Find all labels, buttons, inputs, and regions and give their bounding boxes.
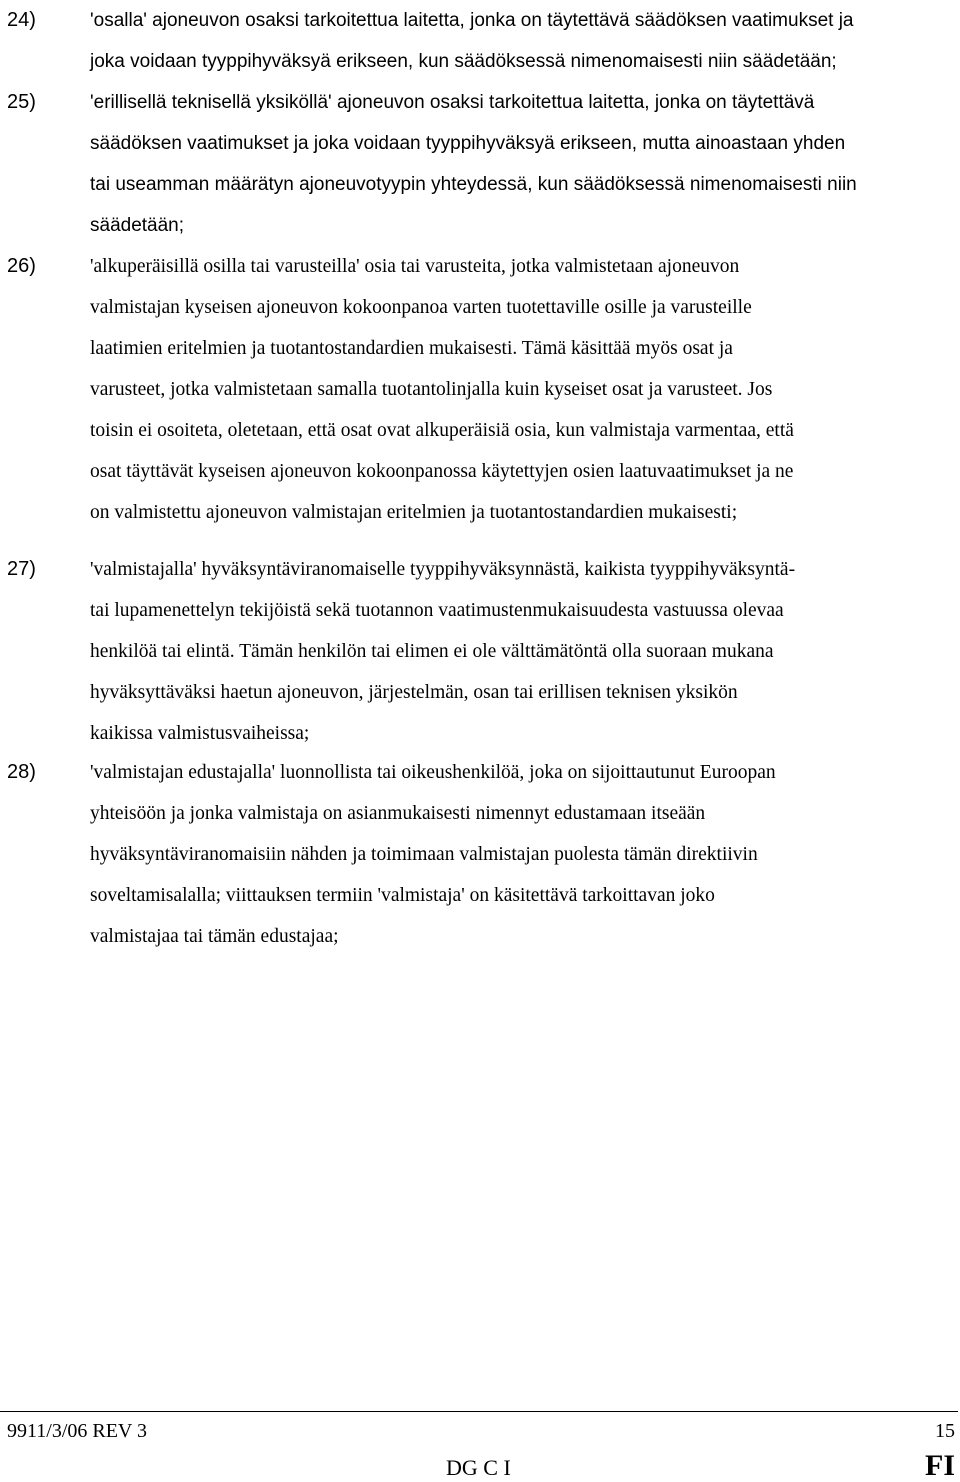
item-text (90, 0, 950, 82)
text-line: osat täyttävät kyseisen ajoneuvon kokoonpanossa käytettyjen osien laatuvaatimukset ja ne (90, 461, 794, 482)
item-number: 26) (7, 255, 36, 277)
item-text (90, 752, 950, 957)
item-number: 27) (7, 558, 36, 580)
page-number: 15 (935, 1420, 955, 1442)
text-line: säädetään; (90, 215, 185, 236)
text-line: 'valmistajan edustajalla' luonnollista tai oikeushenkilöä, joka on sijoittautunut Euroopan (90, 762, 776, 783)
text-line: henkilöä tai elintä. Tämän henkilön tai elimen ei ole välttämätöntä olla suoraan mukana (90, 641, 774, 662)
text-line: 'erillisellä teknisellä yksiköllä' ajoneuvon osaksi tarkoitettua laitetta, jonka on täytettävä (90, 92, 815, 113)
item-text (90, 246, 950, 533)
text-line: on valmistettu ajoneuvon valmistajan eritelmien ja tuotantostandardien mukaisesti; (90, 502, 738, 523)
item-number: 24) (7, 9, 36, 31)
text-line: 'alkuperäisillä osilla tai varusteilla' osia tai varusteita, jotka valmistetaan ajoneuvon (90, 256, 740, 277)
text-line: hyväksyntäviranomaisiin nähden ja toimimaan valmistajan puolesta tämän direktiivin (90, 844, 758, 865)
text-line: joka voidaan tyyppihyväksyä erikseen, kun säädöksessä nimenomaisesti niin säädetään; (90, 51, 837, 72)
text-line: valmistajaa tai tämän edustajaa; (90, 926, 339, 947)
text-line: hyväksyttäväksi haetun ajoneuvon, järjestelmän, osan tai erillisen teknisen yksikön (90, 682, 738, 703)
text-line: 'valmistajalla' hyväksyntäviranomaiselle tyyppihyväksynnästä, kaikista tyyppihyväksyntä- (90, 559, 796, 580)
text-line: toisin ei osoiteta, oletetaan, että osat ovat alkuperäisiä osia, kun valmistaja varmentaa, että (90, 420, 794, 441)
text-line: laatimien eritelmien ja tuotantostandardien mukaisesti. Tämä käsittää myös osat ja (90, 338, 733, 359)
text-line: 'osalla' ajoneuvon osaksi tarkoitettua laitetta, jonka on täytettävä säädöksen vaatimukset ja (90, 10, 854, 31)
document-reference: 9911/3/06 REV 3 (7, 1420, 148, 1442)
text-line: yhteisöön ja jonka valmistaja on asianmukaisesti nimennyt edustamaan itseään (90, 803, 706, 824)
text-line: varusteet, jotka valmistetaan samalla tuotantolinjalla kuin kyseiset osat ja varusteet. Jos (90, 379, 773, 400)
language-code: FI (925, 1449, 955, 1482)
directorate-general: DG C I (446, 1455, 511, 1480)
item-number: 28) (7, 761, 36, 783)
text-line: valmistajan kyseisen ajoneuvon kokoonpanoa varten tuotettaville osille ja varusteille (90, 297, 752, 318)
item-text (90, 82, 950, 246)
item-number: 25) (7, 91, 36, 113)
item-text (90, 549, 950, 754)
text-line: tai lupamenettelyn tekijöistä sekä tuotannon vaatimustenmukaisuudesta vastuussa olevaa (90, 600, 784, 621)
text-line: tai useamman määrätyn ajoneuvotyypin yhteydessä, kun säädöksessä nimenomaisesti niin (90, 174, 857, 195)
text-line: kaikissa valmistusvaiheissa; (90, 723, 310, 744)
text-line: soveltamisalalla; viittauksen termiin 'valmistaja' on käsitettävä tarkoittavan joko (90, 885, 715, 906)
text-line: säädöksen vaatimukset ja joka voidaan tyyppihyväksyä erikseen, mutta ainoastaan yhden (90, 133, 846, 154)
footer-divider (0, 1411, 958, 1412)
